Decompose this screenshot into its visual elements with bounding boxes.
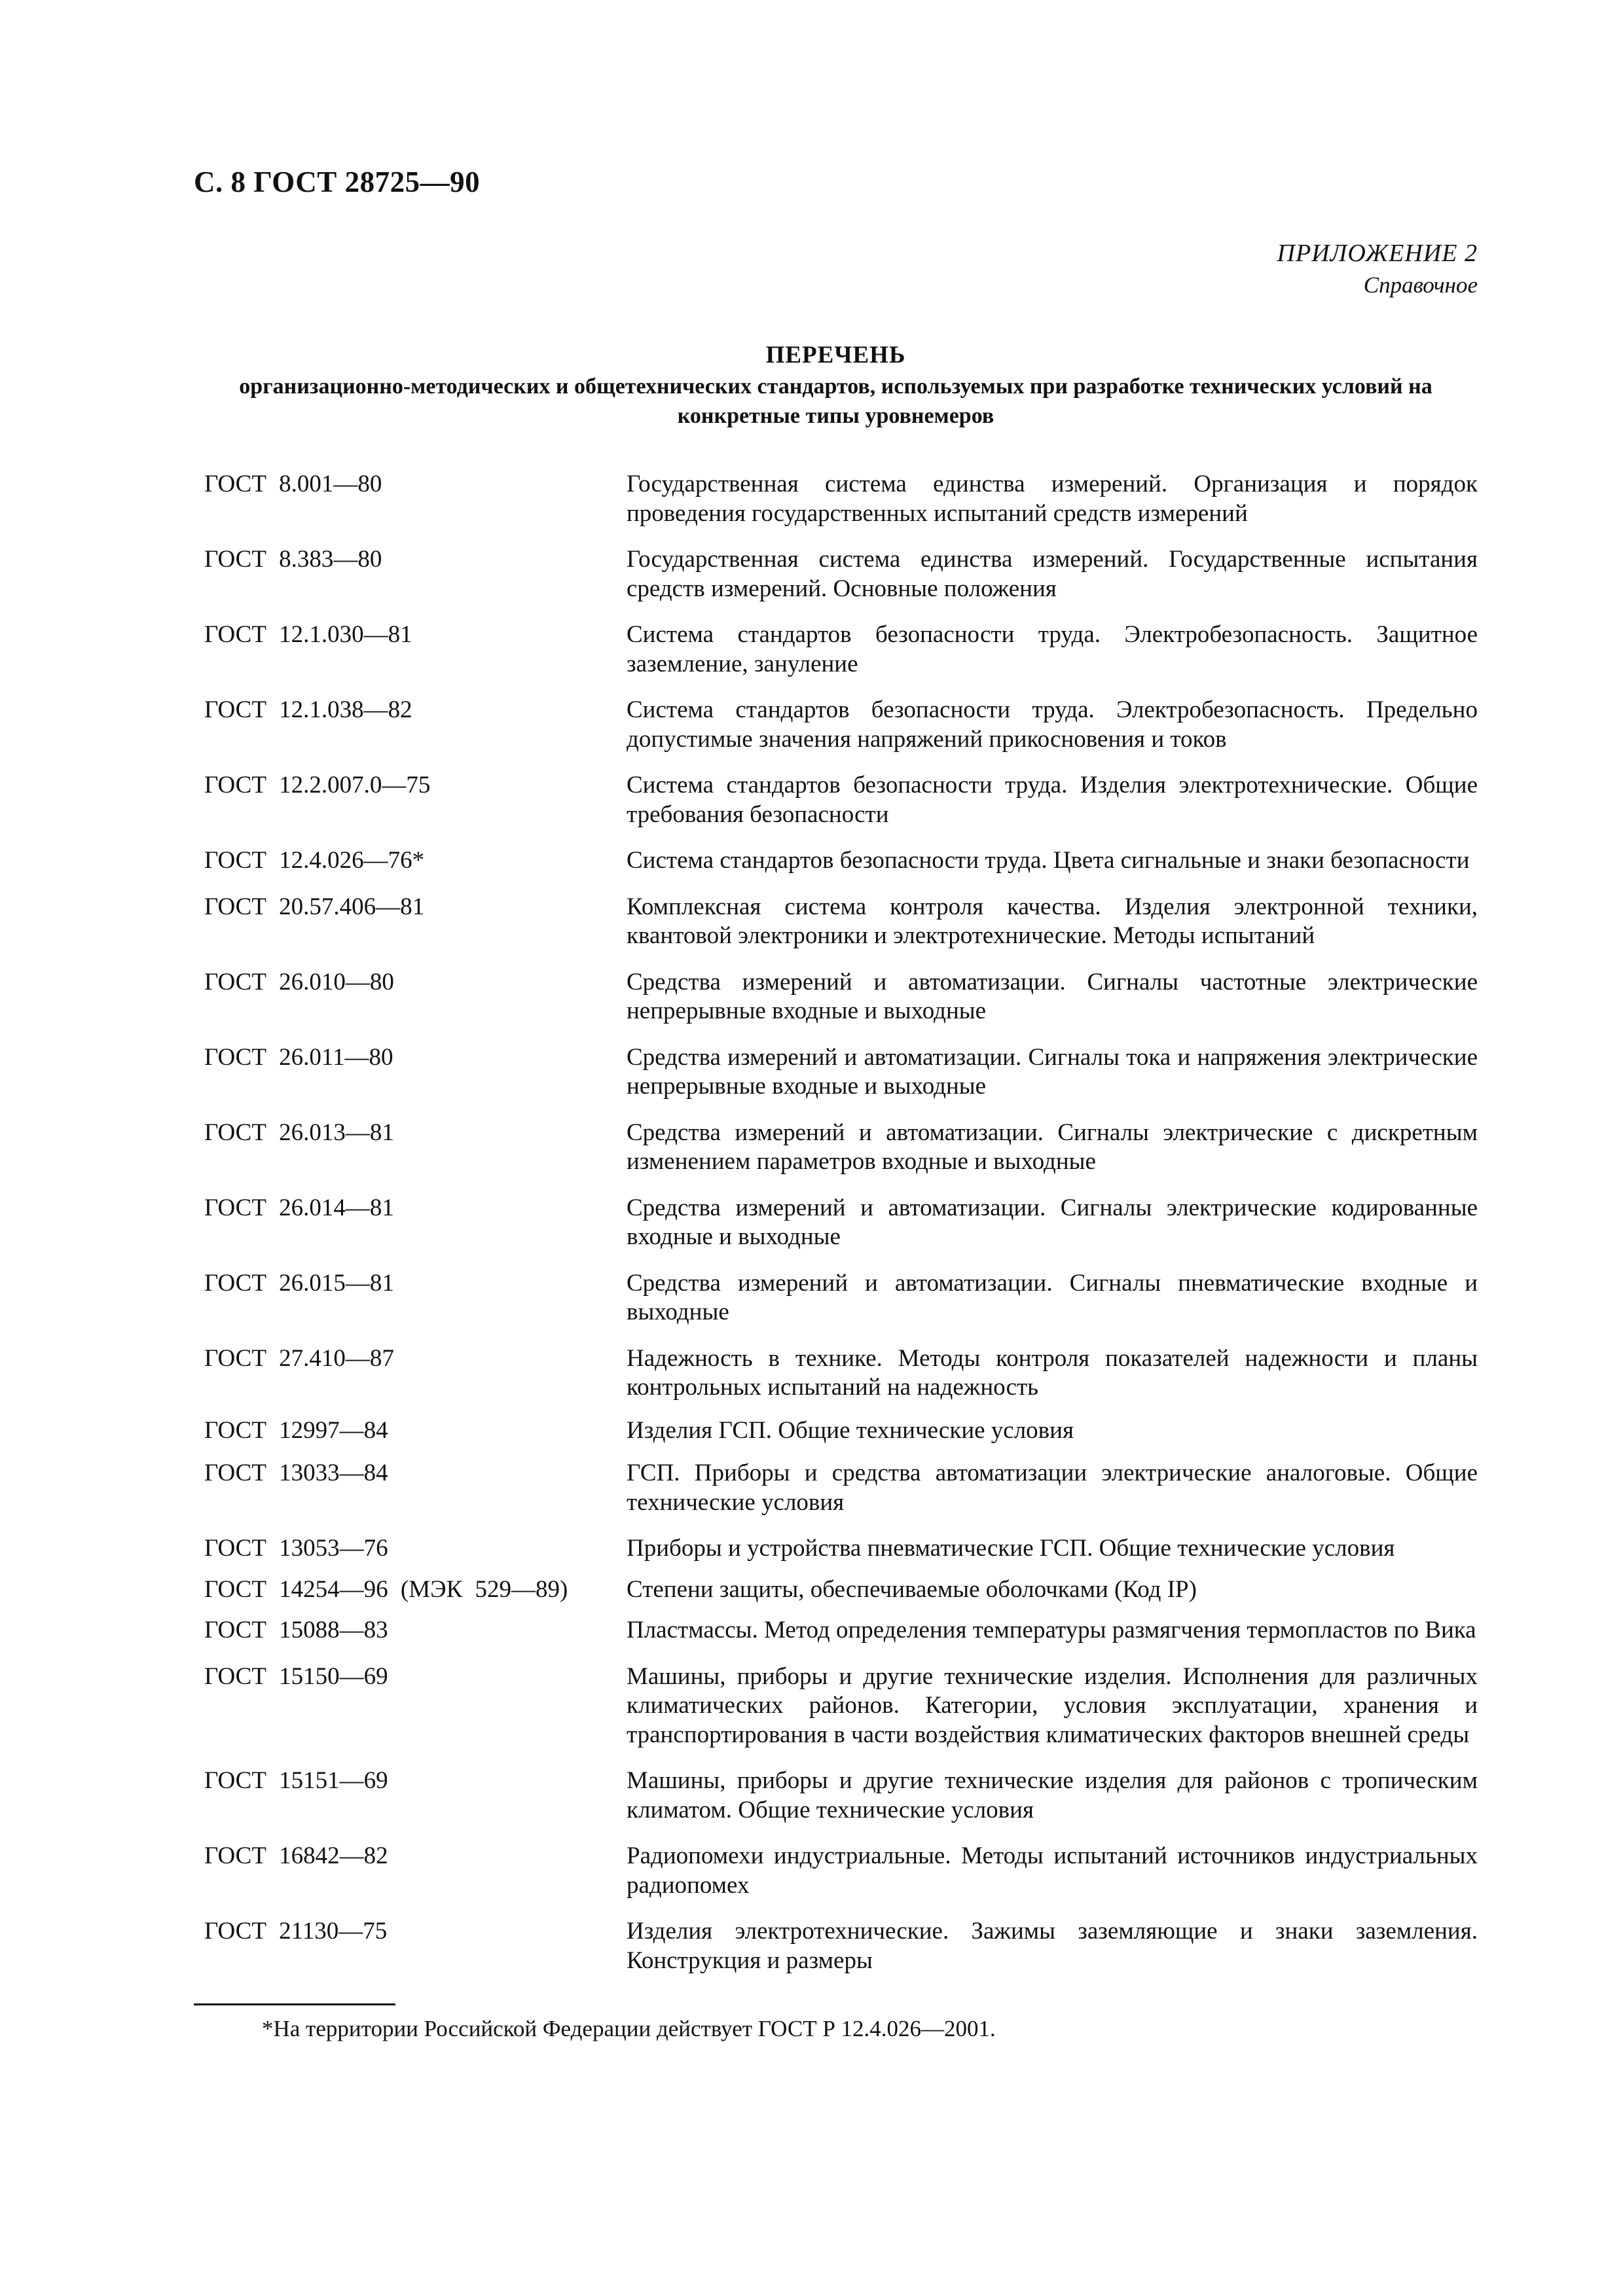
standard-title: Надежность в технике. Методы контроля показателей надежности и планы контрольных испытаний на надежность xyxy=(627,1344,1478,1401)
standard-title: ГСП. Приборы и средства автоматизации электрические аналоговые. Общие технические условия xyxy=(627,1460,1478,1516)
standard-title: Средства измерений и автоматизации. Сигналы пневматические входные и выходные xyxy=(627,1269,1478,1325)
standard-title: Средства измерений и автоматизации. Сигналы частотные электрические непрерывные входные и выходные xyxy=(627,968,1478,1024)
page-header: С. 8 ГОСТ 28725—90 xyxy=(194,166,481,198)
standard-code: ГОСТ 27.410—87 xyxy=(204,1344,394,1372)
footnote: *На территории Российской Федерации действует ГОСТ Р 12.4.026—2001. xyxy=(262,2016,996,2041)
standard-title: Изделия ГСП. Общие технические условия xyxy=(627,1416,1074,1444)
standard-code: ГОСТ 15151—69 xyxy=(204,1767,388,1794)
table-row xyxy=(204,1194,1478,1252)
table-row xyxy=(204,893,1478,951)
standard-code: ГОСТ 14254—96 (МЭК 529—89) xyxy=(204,1575,568,1603)
appendix-label xyxy=(1277,237,1478,301)
table-row xyxy=(204,1534,1478,1564)
table-row xyxy=(204,1917,1478,1975)
standard-title: Машины, приборы и другие технические изделия для районов с тропическим климатом. Общие технические условия xyxy=(627,1767,1478,1823)
standard-title: Система стандартов безопасности труда. Электробезопасность. Предельно допустимые значения напряжений прикосновения и токов xyxy=(627,696,1478,753)
standard-code: ГОСТ 20.57.406—81 xyxy=(204,893,425,920)
table-row xyxy=(204,1616,1478,1645)
table-row xyxy=(204,846,1478,876)
table-row xyxy=(204,968,1478,1026)
standard-code: ГОСТ 26.014—81 xyxy=(204,1194,394,1221)
table-row xyxy=(204,1119,1478,1177)
standard-code: ГОСТ 16842—82 xyxy=(204,1842,388,1869)
table-row xyxy=(204,1575,1478,1605)
standard-title: Приборы и устройства пневматические ГСП. Общие технические условия xyxy=(627,1535,1395,1562)
standard-code: ГОСТ 26.013—81 xyxy=(204,1119,394,1146)
standard-title: Комплексная система контроля качества. Изделия электронной техники, квантовой электроники и электротехнические. Методы испытаний xyxy=(627,893,1478,949)
footnote-divider xyxy=(194,2003,395,2005)
title-block xyxy=(194,340,1478,431)
table-row xyxy=(204,545,1478,603)
standard-title: Средства измерений и автоматизации. Сигналы тока и напряжения электрические непрерывные входные и выходные xyxy=(627,1043,1478,1100)
document-title: ПЕРЕЧЕНЬ xyxy=(765,342,906,368)
table-row xyxy=(204,1842,1478,1900)
table-row xyxy=(204,771,1478,829)
table-row xyxy=(204,470,1478,528)
standard-code: ГОСТ 26.015—81 xyxy=(204,1269,394,1297)
table-row xyxy=(204,1662,1478,1750)
standard-code: ГОСТ 12997—84 xyxy=(204,1416,388,1444)
standard-title: Изделия электротехнические. Зажимы заземляющие и знаки заземления. Конструкция и размеры xyxy=(627,1918,1478,1974)
standard-title: Средства измерений и автоматизации. Сигналы электрические кодированные входные и выходные xyxy=(627,1194,1478,1250)
standard-code: ГОСТ 26.011—80 xyxy=(204,1043,393,1071)
standard-code: ГОСТ 15150—69 xyxy=(204,1662,388,1690)
table-row xyxy=(204,1416,1478,1446)
standard-title: Система стандартов безопасности труда. Изделия электротехнические. Общие требования безопасности xyxy=(627,772,1478,828)
appendix-number: ПРИЛОЖЕНИЕ 2 xyxy=(1277,240,1478,267)
standard-code: ГОСТ 21130—75 xyxy=(204,1918,388,1945)
table-row xyxy=(204,1269,1478,1327)
standard-title: Степени защиты, обеспечиваемые оболочками (Код IP) xyxy=(627,1575,1197,1603)
table-row xyxy=(204,1344,1478,1403)
standard-code: ГОСТ 13053—76 xyxy=(204,1535,388,1562)
standard-code: ГОСТ 15088—83 xyxy=(204,1617,388,1643)
document-subtitle: организационно-методических и общетехнических стандартов, используемых при разработке технических условий на конкретные типы уровнемеров xyxy=(239,374,1432,428)
table-row xyxy=(204,620,1478,679)
appendix-type: Справочное xyxy=(1363,272,1478,298)
table-row xyxy=(204,1043,1478,1102)
table-row xyxy=(204,1459,1478,1517)
standard-code: ГОСТ 12.1.030—81 xyxy=(204,621,412,648)
table-row xyxy=(204,696,1478,754)
table-row xyxy=(204,1767,1478,1825)
standard-code: ГОСТ 8.383—80 xyxy=(204,546,382,573)
standard-title: Государственная система единства измерений. Организация и порядок проведения государственных испытаний средств измерений xyxy=(627,471,1478,527)
standard-code: ГОСТ 12.4.026—76* xyxy=(204,847,425,874)
standard-title: Пластмассы. Метод определения температуры размягчения термопластов по Вика xyxy=(627,1617,1476,1643)
standard-title: Государственная система единства измерений. Государственные испытания средств измерений. Основные положения xyxy=(627,546,1478,602)
standard-code: ГОСТ 8.001—80 xyxy=(204,471,382,497)
standard-title: Система стандартов безопасности труда. Электробезопасность. Защитное заземление, зануление xyxy=(627,621,1478,677)
standard-title: Средства измерений и автоматизации. Сигналы электрические с дискретным изменением параметров входные и выходные xyxy=(627,1119,1478,1175)
standard-title: Радиопомехи индустриальные. Методы испытаний источников индустриальных радиопомех xyxy=(627,1842,1478,1899)
standard-code: ГОСТ 13033—84 xyxy=(204,1460,388,1486)
standard-title: Система стандартов безопасности труда. Цвета сигнальные и знаки безопасности xyxy=(627,847,1470,874)
standard-code: ГОСТ 26.010—80 xyxy=(204,968,394,996)
standard-code: ГОСТ 12.2.007.0—75 xyxy=(204,772,431,798)
standard-title: Машины, приборы и другие технические изделия. Исполнения для различных климатических районов. Категории, условия эксплуатации, хранения и транспортирования в части воздействия климатических факторов внешней среды xyxy=(627,1662,1478,1748)
standards-list xyxy=(204,470,1478,1975)
standard-code: ГОСТ 12.1.038—82 xyxy=(204,696,412,723)
